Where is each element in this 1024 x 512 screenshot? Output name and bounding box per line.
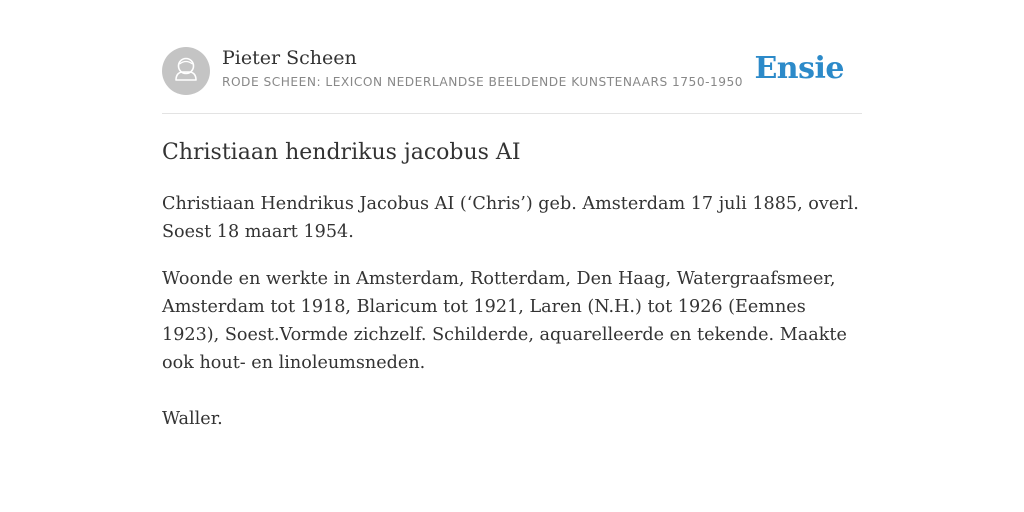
author-header: [162, 46, 862, 96]
author-name[interactable]: Pieter Scheen: [222, 47, 357, 69]
article-paragraph: Woonde en werkte in Amsterdam, Rotterdam, Den Haag, Watergraafsmeer, Amsterdam tot 1918, Blaricum tot 1921, Laren (N.H.) tot 1926 (Eemnes 1923), Soest.Vormde zichzelf. Schilderde, aquarelleerde en tekende. Maakte ook hout- en linoleumsneden.: [162, 269, 847, 373]
author-avatar[interactable]: [162, 47, 210, 95]
source-title[interactable]: RODE SCHEEN: LEXICON NEDERLANDSE BEELDENDE KUNSTENAARS 1750-1950: [222, 75, 743, 89]
user-silhouette-icon: [162, 47, 210, 95]
brand-logo[interactable]: Ensie: [754, 51, 844, 86]
article-card: [162, 0, 862, 512]
header-divider: [162, 113, 862, 114]
article-title: Christiaan hendrikus jacobus AI: [162, 140, 521, 165]
article-paragraph: Christiaan Hendrikus Jacobus AI (‘Chris’) geb. Amsterdam 17 juli 1885, overl. Soest 18 maart 1954.: [162, 194, 859, 242]
article-paragraph: Waller.: [162, 409, 223, 429]
